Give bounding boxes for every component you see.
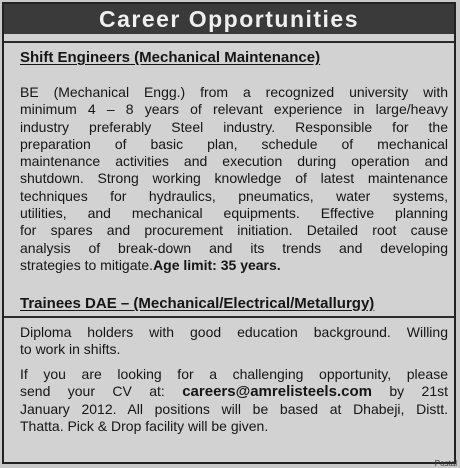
text-line: utilities, and mechanical equipments. Effective planning (20, 205, 448, 222)
text-line (20, 257, 448, 274)
job-advertisement (2, 2, 456, 464)
text-line: to work in shifts. (20, 341, 121, 358)
application-instructions (20, 366, 448, 435)
section-heading-trainees-dae: Trainees DAE – (Mechanical/Electrical/Metallurgy) (20, 295, 375, 312)
text-line: Thatta. Pick & Drop facility will be given. (20, 417, 269, 434)
corner-label: Postal (434, 459, 457, 468)
divider (4, 41, 454, 43)
text-line: If you are looking for a challenging opportunity, please (20, 366, 448, 382)
text-line: for spares and procurement initiation. Detailed root cause (20, 222, 448, 239)
text-fragment: strategies to mitigate. (20, 256, 154, 273)
text-line: maintenance activities and execution during operation and (20, 153, 448, 170)
text-line: industry preferably Steel industry. Responsible for the (20, 118, 448, 135)
text-line: BE (Mechanical Engg.) from a recognized university with (20, 84, 448, 100)
shift-engineers-description (20, 84, 448, 274)
text-fragment: by 21st (371, 383, 448, 400)
text-line: January 2012. All positions will be based at Dhabeji, Distt. (20, 400, 448, 417)
text-line: preparation of basic plan, schedule of mechanical (20, 135, 448, 152)
text-fragment: send your CV at: (20, 383, 183, 400)
text-line: minimum 4 – 8 years of relevant experience in large/heavy (20, 101, 448, 118)
email-link[interactable]: careers@amrelisteels.com (182, 383, 372, 401)
section-heading-shift-engineers: Shift Engineers (Mechanical Maintenance) (20, 49, 321, 66)
text-line: Diploma holders with good education background. Willing (20, 324, 448, 340)
text-line: techniques for hydraulics, pneumatics, water systems, (20, 187, 448, 204)
text-line: analysis of break-down and its trends and developing (20, 239, 448, 256)
age-limit: Age limit: 35 years. (153, 256, 281, 273)
text-line: shutdown. Strong working knowledge of latest maintenance (20, 170, 448, 187)
divider (4, 316, 454, 318)
page-title: Career Opportunities (4, 4, 454, 34)
text-line (20, 383, 448, 400)
trainees-description (20, 324, 448, 359)
